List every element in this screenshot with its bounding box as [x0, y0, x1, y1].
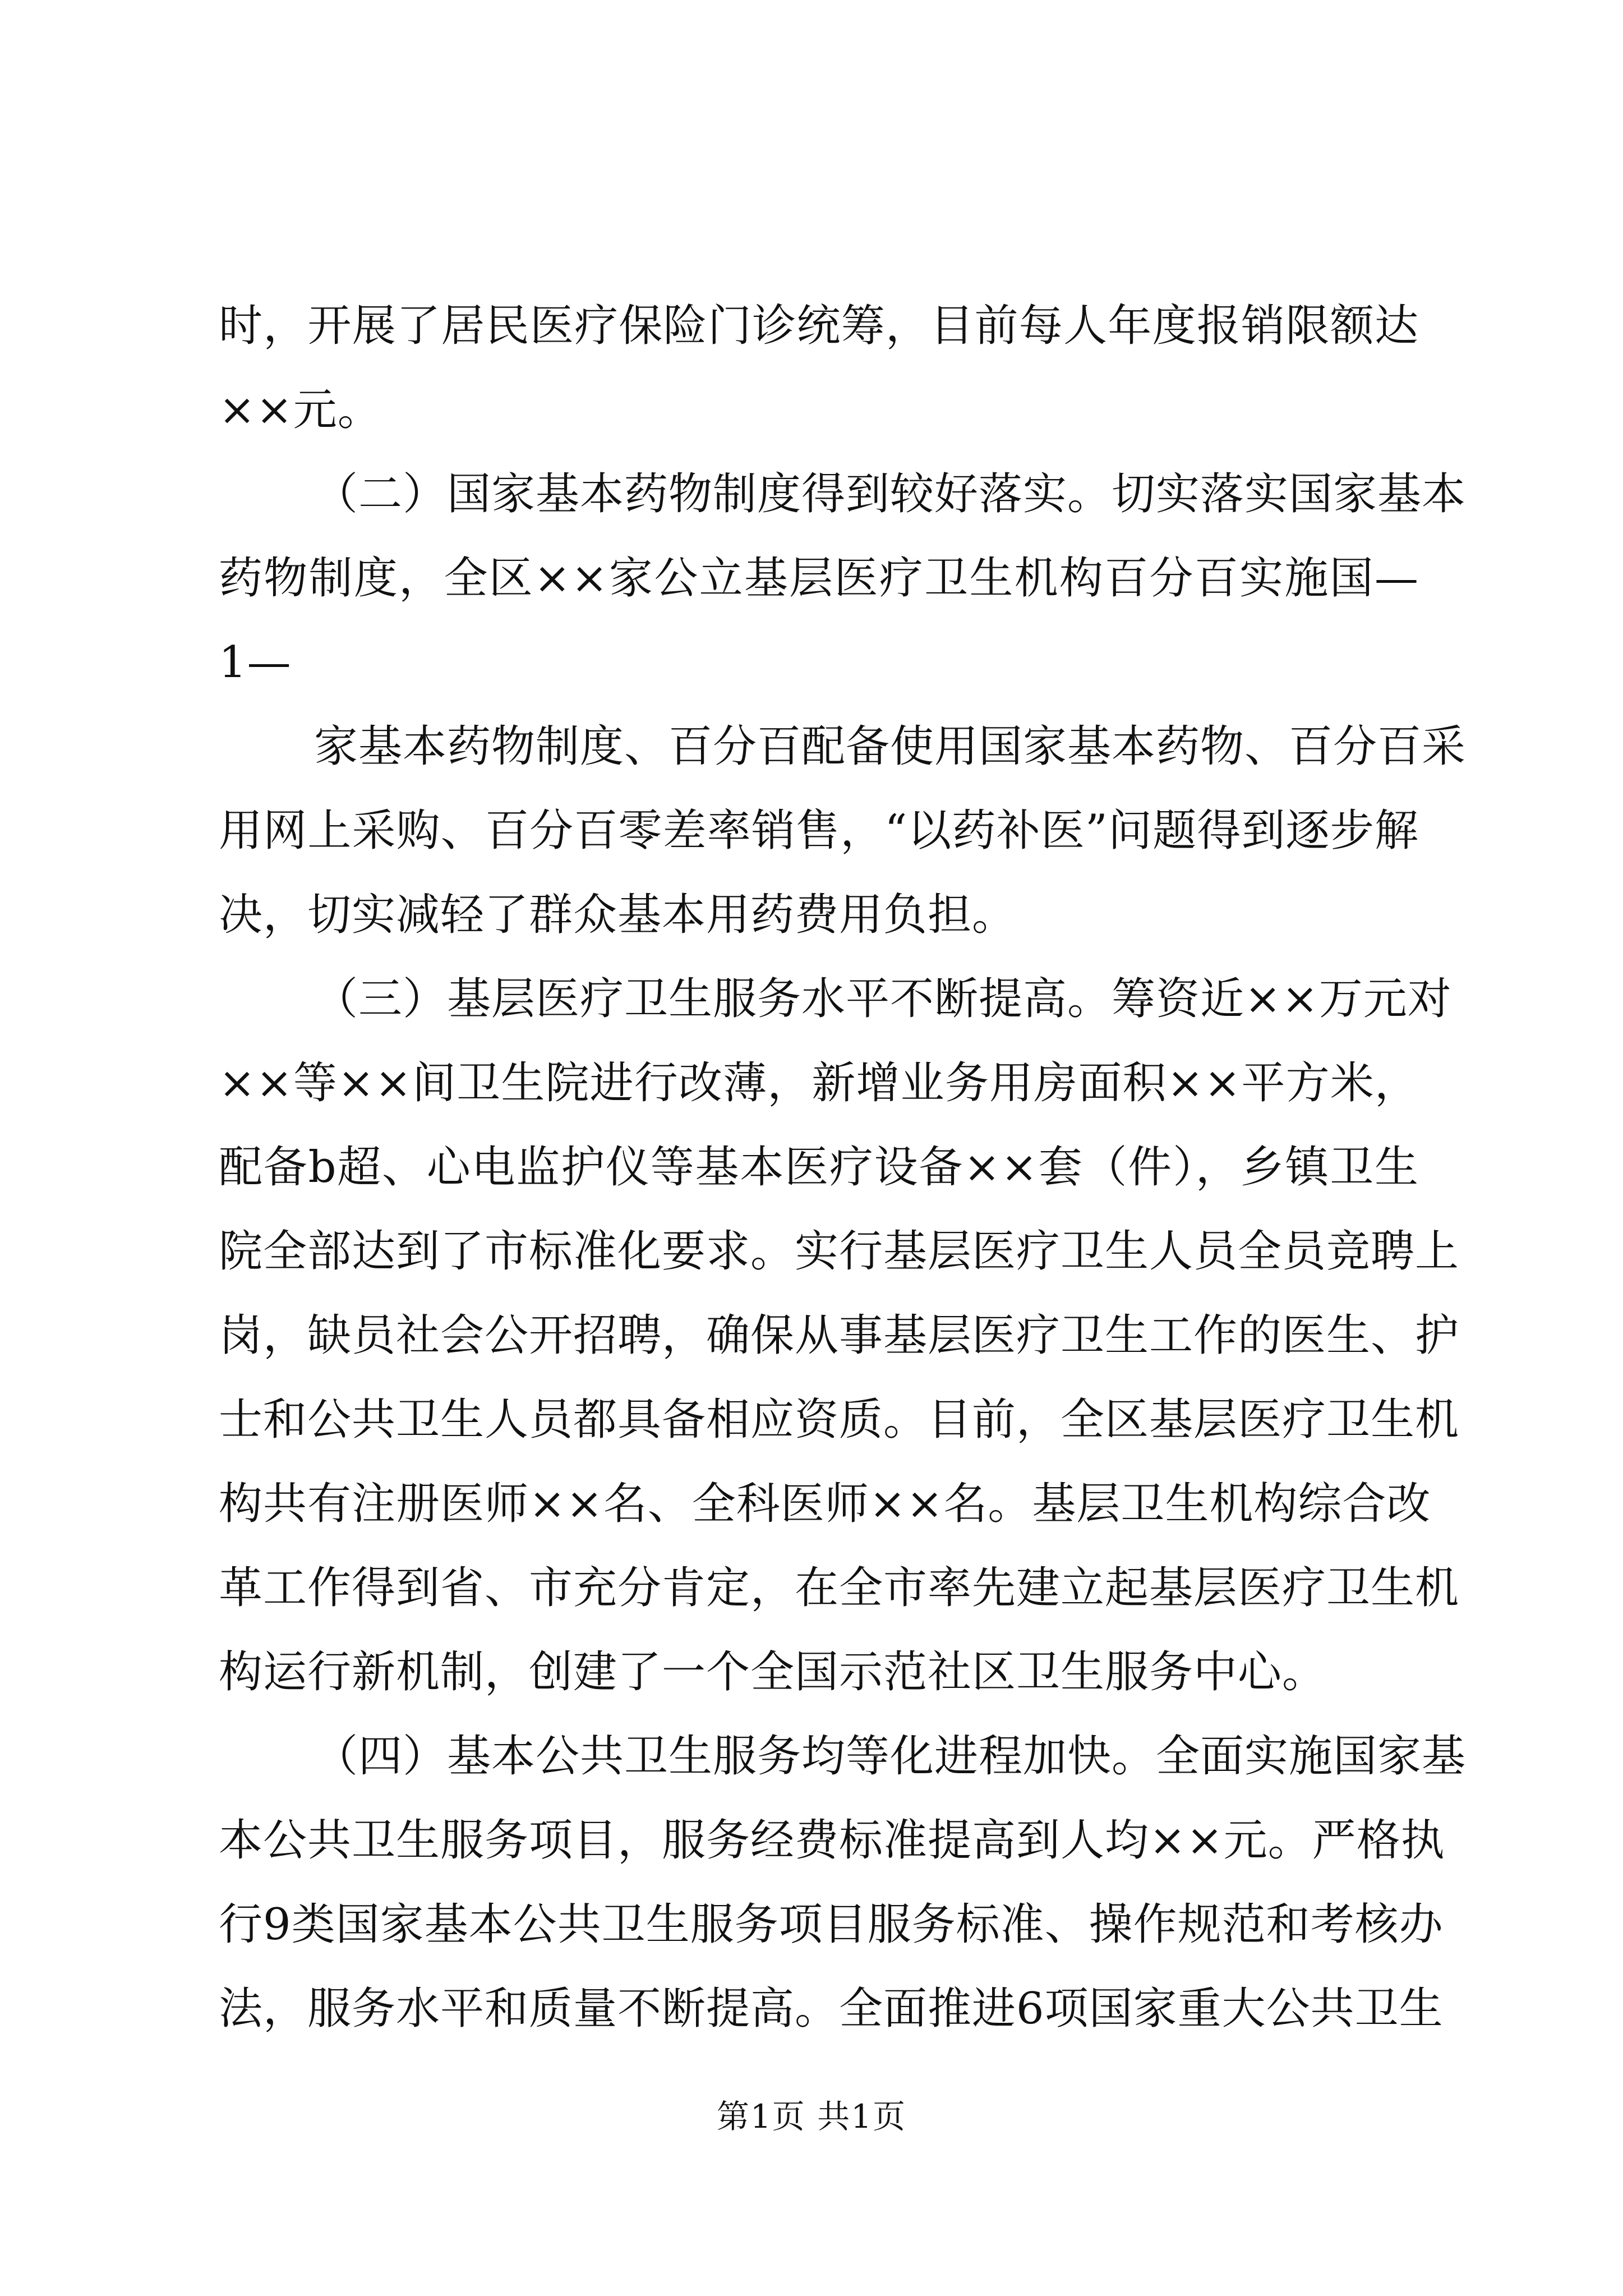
text-line-5: 1—: [219, 637, 292, 688]
text-line-16: 革工作得到省、市充分肯定，在全市率先建立起基层医疗卫生机: [219, 1563, 1460, 1613]
text-line-9: （三）基层医疗卫生服务水平不断提高。筹资近××万元对: [314, 974, 1452, 1024]
text-line-2: ××元。: [219, 385, 382, 435]
text-line-12: 院全部达到了市标准化要求。实行基层医疗卫生人员全员竞聘上: [219, 1226, 1460, 1277]
text-line-14: 士和公共卫生人员都具备相应资质。目前，全区基层医疗卫生机: [219, 1395, 1460, 1445]
text-line-10: ××等××间卫生院进行改薄，新增业务用房面积××平方米，: [219, 1058, 1419, 1108]
text-line-19: 本公共卫生服务项目，服务经费标准提高到人均××元。严格执: [219, 1815, 1445, 1866]
text-line-18: （四）基本公共卫生服务均等化进程加快。全面实施国家基: [314, 1731, 1467, 1782]
text-line-8: 决，切实减轻了群众基本用药费用负担。: [219, 890, 1017, 940]
text-line-15: 构共有注册医师××名、全科医师××名。基层卫生机构综合改: [219, 1479, 1431, 1529]
text-line-1: 时，开展了居民医疗保险门诊统筹，目前每人年度报销限额达: [219, 301, 1419, 351]
text-line-7: 用网上采购、百分百零差率销售，“以药补医”问题得到逐步解: [219, 806, 1419, 856]
text-line-13: 岗，缺员社会公开招聘，确保从事基层医疗卫生工作的医生、护: [219, 1310, 1460, 1361]
text-line-4: 药物制度，全区××家公立基层医疗卫生机构百分百实施国—: [219, 553, 1419, 604]
text-line-6: 家基本药物制度、百分百配备使用国家基本药物、百分百采: [314, 721, 1467, 772]
text-line-21: 法，服务水平和质量不断提高。全面推进6项国家重大公共卫生: [219, 1984, 1444, 2034]
text-line-20: 行9类国家基本公共卫生服务项目服务标准、操作规范和考核办: [219, 1899, 1444, 1950]
text-line-17: 构运行新机制，创建了一个全国示范社区卫生服务中心。: [219, 1647, 1327, 1697]
text-line-11: 配备b超、心电监护仪等基本医疗设备××套（件），乡镇卫生: [219, 1142, 1419, 1193]
text-line-3: （二）国家基本药物制度得到较好落实。切实落实国家基本: [314, 469, 1467, 519]
page-number-footer: 第1页 共1页: [716, 2097, 907, 2136]
document-body: [219, 284, 1467, 2051]
